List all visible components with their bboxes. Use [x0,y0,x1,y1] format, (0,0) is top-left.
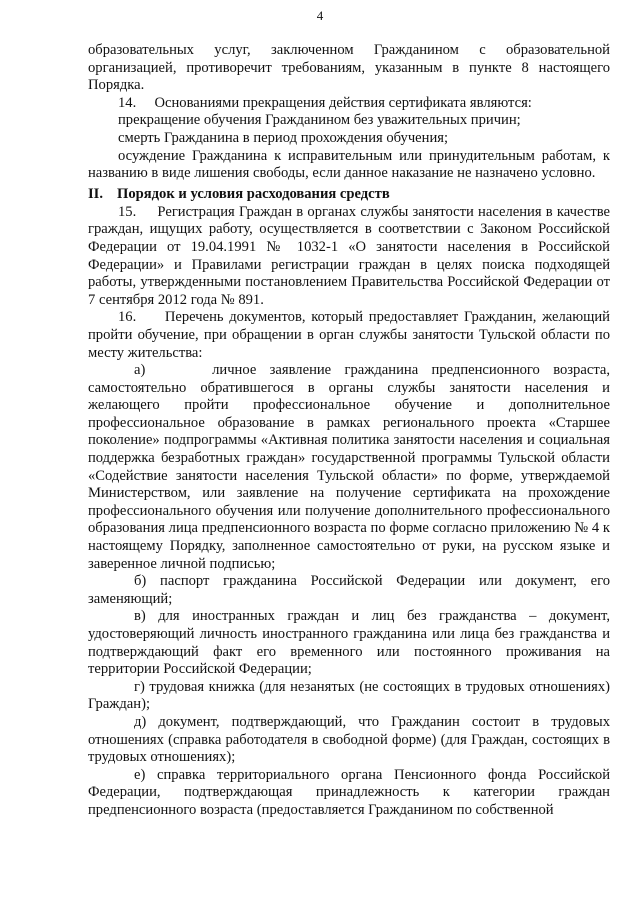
paragraph-item-14: 14. Основаниями прекращения действия сертификата являются: [118,94,532,111]
page-number: 4 [316,8,324,23]
paragraph: образовательных услуг, заключенном Гражданином с образовательной организацией, противоречит требованиям, указанным в пункте 8 настоящего Порядка. [88,42,610,94]
section-number: II. [88,185,104,202]
paragraph-item-16: 16. Перечень документов, который предоставляет Гражданин, желающий пройти обучение, при обращении в орган службы занятости Тульской области по месту жительства: [88,309,610,361]
document-body [88,42,610,820]
list-item-g: г) трудовая книжка (для незанятых (не состоящих в трудовых отношениях) Граждан); [88,678,610,713]
paragraph: прекращение обучения Гражданином без уважительных причин; [118,112,521,129]
list-item-a: а) личное заявление гражданина предпенсионного возраста, самостоятельно обратившегося в органы службы занятости населения и желающего пройти профессиональное обучение и дополнительное профессиональное образование в рамках регионального проекта «Старшее поколение» подпрограммы «Активная политика занятости населения и социальная поддержка безработных граждан» государственной программы Тульской области «Содействие занятости населения Тульской области» по форме, утверждаемой Министерством, или заявление на получение сертификата на прохождение профессионального обучения или получение дополнительного профессионального образования лица предпенсионного возраста по форме согласно приложению № 4 к настоящему Порядку, заполненное самостоятельно от руки, на русском языке и заверенное личной подписью; [88,362,610,572]
paragraph: осуждение Гражданина к исправительным или принудительным работам, к названию в виде лишения свободы, если данное наказание не назначено условно. [88,147,610,182]
list-item-b: б) паспорт гражданина Российской Федерации или документ, его заменяющий; [88,573,610,607]
list-item-e: е) справка территориального органа Пенсионного фонда Российской Федерации, подтверждающая принадлежность к категории граждан предпенсионного возраста (предоставляется Гражданином по собственной [88,766,610,818]
list-item-d: д) документ, подтверждающий, что Гражданин состоит в трудовых отношениях (справка работодателя в свободной форме) (для Граждан, состоящих в трудовых отношениях); [88,713,610,766]
section-heading [88,185,610,203]
paragraph: смерть Гражданина в период прохождения обучения; [118,129,449,146]
section-title: Порядок и условия расходования средств [117,185,390,202]
list-item-v: в) для иностранных граждан и лиц без гражданства – документ, удостоверяющий личность иностранного гражданина или лица без гражданства и подтверждающий факт его временного или постоянного проживания на территории Российской Федерации; [88,608,610,678]
paragraph-item-15: 15. Регистрация Граждан в органах службы занятости населения в качестве граждан, ищущих работу, осуществляется в соответствии с Законом Российской Федерации от 19.04.1991 № 1032-1 «О занятости населения в Российской Федерации» и Правилами регистрации граждан в целях поиска подходящей работы, утвержденными постановлением Правительства Российской Федерации от 7 сентября 2012 года № 891. [88,203,610,308]
